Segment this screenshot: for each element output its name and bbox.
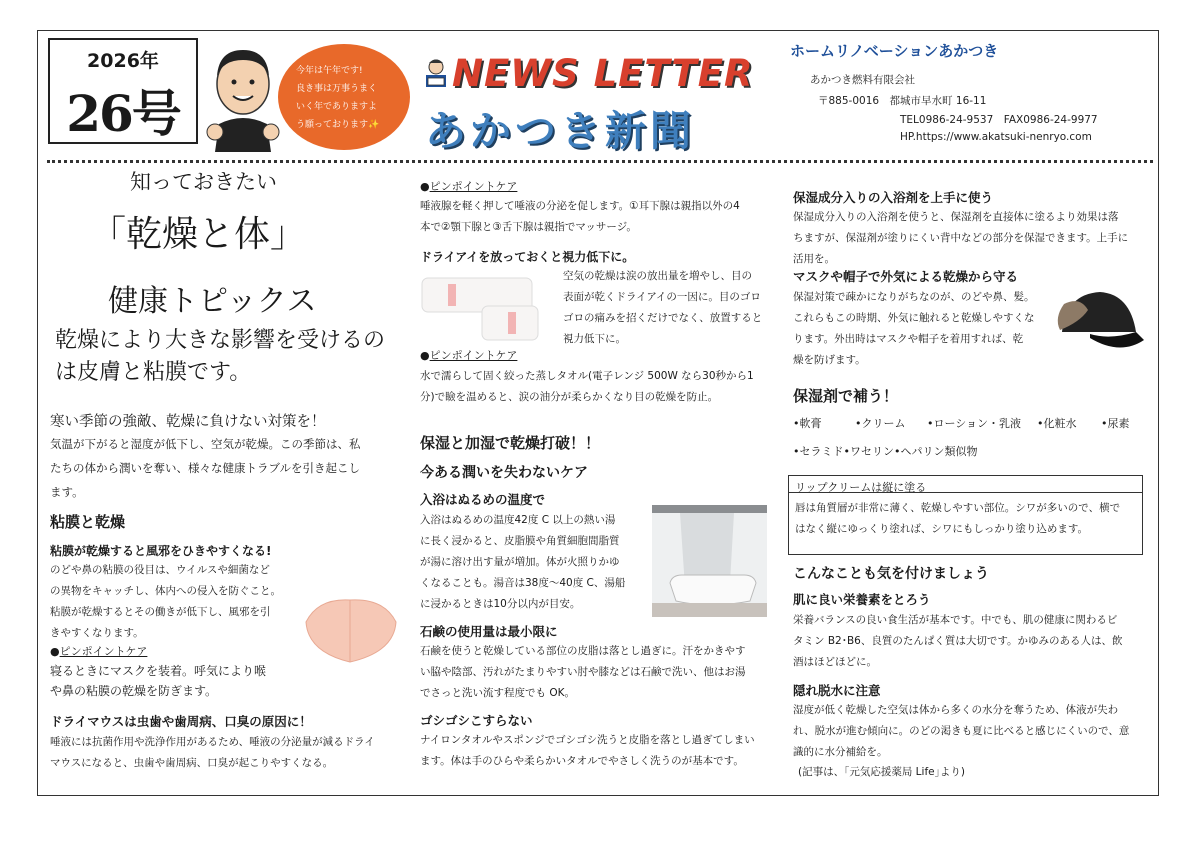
greeting-bubble [278, 44, 410, 150]
company-brand: ホームリノベーションあかつき [790, 42, 999, 60]
issue-number: 26号 [66, 84, 180, 143]
body-line: 入浴はぬるめの温度42度 C 以上の熱い湯 [420, 514, 616, 526]
body-line: のどや鼻の粘膜の役目は、ウイルスや細菌など [50, 564, 270, 576]
body-line: 燥を防げます。 [793, 354, 866, 366]
body-line: 酒はほどほどに。 [793, 656, 877, 668]
greeting-line: う願っております✨ [296, 120, 380, 130]
cap-photo [1050, 278, 1145, 370]
body-line: これらもこの時期、外気に触れると乾燥しやすくな [793, 312, 1035, 324]
intro-line: 気温が下がると湿度が低下し、空気が乾燥。この季節は、私 [50, 437, 361, 451]
body-line: 石鹸を使うと乾燥している部位の皮脂は落とし過ぎに。汗をかきやす [420, 645, 746, 657]
bullet-icon: ● [50, 645, 60, 658]
body-line: 水で濡らして固く絞った蒸しタオル(電子レンジ 500W なら30秒から1 [420, 370, 754, 382]
body-line: 空気の乾燥は涙の放出量を増やし、目の [563, 270, 752, 282]
body-line: 唇は角質層が非常に薄く、乾燥しやすい部位。シワが多いので、横で [795, 502, 1121, 514]
subsection-heading: 粘膜が乾燥すると風邪をひきやすくなる! [50, 544, 272, 558]
subsection-heading: 石鹸の使用量は最小限に [420, 624, 558, 639]
moisturizer-item: •軟膏 [793, 417, 822, 430]
section-subheading: 今ある潤いを失わないケア [420, 465, 588, 481]
moisturizer-item: •化粧水 [1037, 417, 1077, 430]
pinpoint-label: ピンポイントケア [429, 180, 518, 193]
lip-care-heading: リップクリームは縦に塗る [795, 481, 927, 494]
lip-care-box [788, 475, 1143, 555]
body-line: い脇や陰部、汚れがたまりやすい肘や膝などは石鹸で洗い、他はお湯 [420, 666, 746, 678]
section-heading: 粘膜と乾燥 [50, 513, 126, 531]
source-credit: (記事は、｢元気応援薬局 Life｣より) [798, 766, 965, 778]
reader-icon [424, 58, 448, 88]
body-line: 唾液腺を軽く押して唾液の分泌を促します。①耳下腺は親指以外の4 [420, 200, 740, 212]
section-heading: 保湿剤で補う！ [793, 387, 899, 405]
intro-heading: 寒い季節の強敵、乾燥に負けない対策を！ [50, 414, 326, 430]
company-address: 〒885-0016 都城市早水町 16-11 [818, 95, 987, 107]
subsection-heading: ゴシゴシこすらない [420, 713, 533, 728]
subsection-heading: 保湿成分入りの入浴剤を上手に使う [793, 190, 994, 205]
subsection-heading: 肌に良い栄養素をとろう [793, 592, 931, 607]
section-heading: 保湿と加湿で乾燥打破！！ [420, 434, 601, 452]
moisturizer-item: •セラミド•ワセリン•ヘパリン類似物 [793, 445, 978, 458]
issue-box [48, 38, 198, 144]
moisturizer-item: •尿素 [1101, 417, 1130, 430]
bullet-icon: ● [420, 180, 430, 193]
body-line: 保湿成分入りの入浴剤を使うと、保湿剤を直接体に塗るより効果は落 [793, 211, 1119, 223]
body-line: 活用を。 [793, 253, 835, 265]
body-line: ナイロンタオルやスポンジでゴシゴシ洗うと皮脂を落とし過ぎてしまい [420, 734, 755, 746]
main-title: 「乾燥と体」 [90, 214, 307, 255]
body-line: に浸かるときは10分以内が目安。 [420, 598, 581, 610]
body-line: 本で②顎下腺と③舌下腺は親指でマッサージ。 [420, 221, 637, 233]
body-line: が湯に溶け出す量が増加。体が火照りかゆ [420, 556, 620, 568]
pinpoint-label: ピンポイントケア [59, 645, 148, 658]
subsection-heading: 入浴はぬるめの温度で [420, 492, 546, 507]
body-line: 寝るときにマスクを装着。呼気により喉 [50, 664, 267, 678]
author-illustration [205, 40, 281, 152]
body-line: や鼻の粘膜の乾燥を防ぎます。 [50, 684, 218, 698]
pinpoint-label: ピンポイントケア [429, 349, 518, 362]
subsection-heading: マスクや帽子で外気による乾燥から守る [793, 269, 1019, 284]
subsection-heading: ドライマウスは虫歯や歯周病、口臭の原因に！ [50, 714, 312, 729]
body-line: 表面が乾くドライアイの一因に。目のゴロ [563, 291, 761, 303]
greeting-line: いく年でありますよ [296, 102, 378, 112]
body-line: 識的に水分補給を。 [793, 746, 888, 758]
subsection-heading: ドライアイを放っておくと視力低下に。 [420, 250, 635, 264]
body-line: 分)で瞼を温めると、涙の油分が柔らかくなり目の乾燥を防止。 [420, 391, 719, 403]
body-line: 湿度が低く乾燥した空気は体から多くの水分を奪うため、体液が失わ [793, 704, 1119, 716]
body-line: 保湿対策で疎かになりがちなのが、のどや鼻、髪。 [793, 291, 1035, 303]
moisturizer-item: •ローション・乳液 [927, 417, 1022, 430]
company-website: HP.https://www.akatsuki-nenryo.com [900, 131, 1092, 143]
body-line: に長く浸かると、皮脂膜や角質細胞間脂質 [420, 535, 620, 547]
moisturizer-item: •クリーム [855, 417, 906, 430]
body-line: れ、脱水が進む傾向に。のどの渇きも夏に比べると感じにくいので、意 [793, 725, 1130, 737]
subsection-heading: 隠れ脱水に注意 [793, 683, 881, 698]
intro-line: ます。 [50, 485, 84, 499]
company-phone: TEL0986-24-9537 FAX0986-24-9977 [900, 114, 1098, 126]
body-line: きやすくなります。 [50, 627, 144, 639]
body-line: 視力低下に。 [563, 333, 626, 345]
greeting-line: 今年は午年です! [296, 66, 363, 76]
body-line: 粘膜が乾燥するとその働きが低下し、風邪を引 [50, 606, 271, 618]
lead-line: は皮膚と粘膜です。 [55, 360, 252, 385]
body-line: ます。体は手のひらや柔らかいタオルでやさしく洗うのが基本です。 [420, 755, 744, 767]
section-heading: こんなことも気を付けましょう [793, 566, 989, 582]
body-line: マウスになると、虫歯や歯周病、口臭が起こりやすくなる。 [50, 757, 334, 769]
lead-line: 乾燥により大きな影響を受けるの [55, 328, 386, 353]
body-line: はなく縦にゆっくり塗れば、シワにもしっかり塗り込めます。 [795, 523, 1089, 535]
kicker: 知っておきたい [130, 170, 277, 194]
mask-illustration [298, 592, 403, 668]
company-name: あかつき燃料有限会社 [810, 74, 915, 86]
bathtub-photo [652, 505, 767, 617]
body-line: 栄養バランスの良い食生活が基本です。中でも、肌の健康に関わるビ [793, 614, 1118, 626]
intro-line: たちの体から潤いを奪い、様々な健康トラブルを引き起こし [50, 461, 361, 475]
newsletter-heading: NEWS LETTER [452, 52, 754, 95]
body-line: ゴロの痛みを招くだけでなく、放置すると [563, 312, 763, 324]
header-divider [47, 160, 1153, 163]
paper-name: あかつき新聞 [425, 107, 695, 155]
greeting-line: 良き事は万事うまく [296, 84, 378, 94]
subtitle: 健康トピックス [108, 284, 317, 319]
towel-illustration [418, 268, 544, 348]
body-line: ります。外出時はマスクや帽子を着用すれば、乾 [793, 333, 1024, 345]
bullet-icon: ● [420, 349, 430, 362]
body-line: 唾液には抗菌作用や洗浄作用があるため、唾液の分泌量が減るドライ [50, 736, 375, 748]
body-line: タミン B2･B6、良質のたんぱく質は大切です。かゆみのある人は、飲 [793, 635, 1123, 647]
body-line: でさっと洗い流す程度でも OK。 [420, 687, 575, 699]
body-line: ちますが、保湿剤が塗りにくい背中などの部分を保湿できます。上手に [793, 232, 1129, 244]
body-line: の異物をキャッチし、体内への侵入を防ぐこと。 [50, 585, 281, 597]
issue-year: 2026年 [87, 50, 159, 72]
body-line: くなることも。湯音は38度〜40度 C、湯船 [420, 577, 626, 589]
